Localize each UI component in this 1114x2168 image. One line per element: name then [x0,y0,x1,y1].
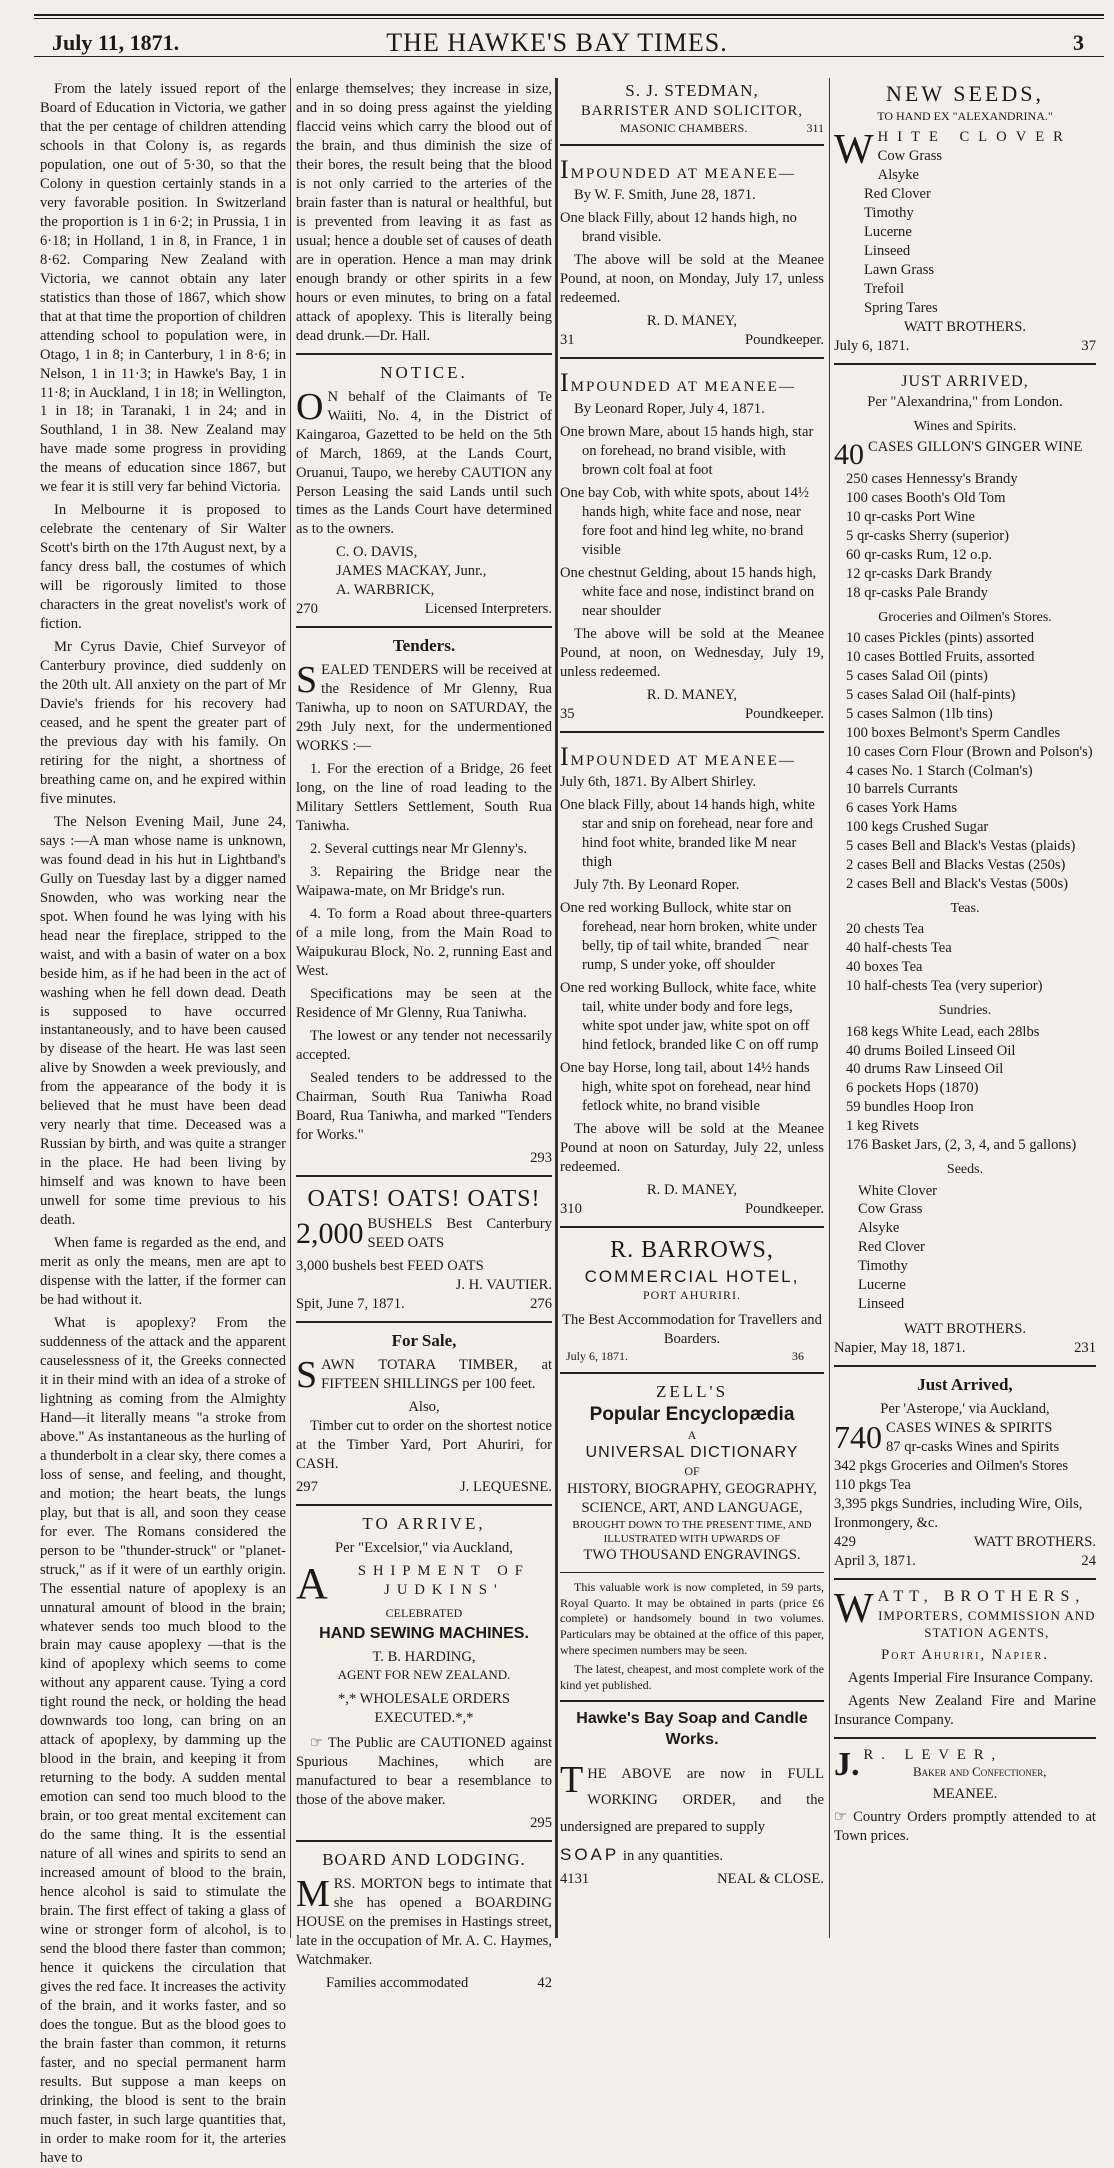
goods-item: Cow Grass [858,1201,923,1218]
drop-cap: T [560,1759,584,1802]
tenders-lowest: The lowest or any tender not necessarily accepted. [296,1027,552,1063]
ad-number: 310 [560,1200,582,1217]
notice-heading: NOTICE. [380,362,468,382]
hotel-date: July 6, 1871. [566,1349,629,1364]
newspaper-title: THE HAWKE'S BAY TIMES. [386,28,728,57]
seeds-list-2 [834,1182,1096,1315]
oats-heading: OATS! OATS! OATS! [307,1185,541,1212]
poundkeeper-role: Poundkeeper. [744,705,824,722]
goods-item: 60 qr-casks Rum, 12 o.p. [846,546,993,563]
divider [296,353,552,355]
zell-engravings: TWO THOUSAND ENGRAVINGS. [583,1547,801,1564]
column-divider [290,78,291,1938]
top-rule [34,14,1104,16]
encyclopaedia-title: Popular Encyclopædia [589,1404,795,1426]
impounded-by: By Leonard Roper, July 4, 1871. [574,401,765,417]
tender-item: 3. Repairing the Bridge near the Waipawa-mate, on Mr Bridge's run. [296,864,552,900]
zell-name: ZELL'S [655,1382,729,1402]
drop-cap: I [560,368,571,398]
goods-item: 10 barrels Currants [846,781,958,798]
goods-item: 40 boxes Tea [846,959,923,976]
goods-item: 250 cases Hennessy's Brandy [846,470,1018,487]
agent-name: T. B. HARDING, [372,1648,476,1665]
divider [834,1737,1096,1739]
wines-list [834,470,1096,603]
oats-date: Spit, June 7, 1871. [296,1295,405,1312]
ad-number: 297 [296,1478,318,1495]
soap-word: SOAP [560,1844,620,1864]
goods-item: 2 cases Bell and Blacks Vestas (250s) [846,857,1066,874]
barrows-name: R. BARROWS, [610,1236,774,1263]
watt-agent: Agents New Zealand Fire and Marine Insurance Company. [834,1692,1096,1728]
ad-number: 231 [1074,1340,1096,1357]
just-arrived-asterope-ad [834,1374,1096,1571]
seeds-first: HITE CLOVER [877,129,1072,146]
pointing-hand-icon: ☞ [834,1809,854,1826]
tender-item: 1. For the erection of a Bridge, 26 feet long, on the line of road leading to the Military Settlers Settlement, South Rua Taniwha. [296,761,552,835]
goods-item: 20 chests Tea [846,921,925,938]
seed-item: Alsyke [877,167,920,184]
seeds-date: July 6, 1871. [834,337,910,354]
arrive-heading: TO ARRIVE, [362,1513,486,1533]
column-divider [829,78,830,1938]
oats-ad [296,1184,552,1314]
drop-cap: O [296,385,324,428]
seed-item: Trefoil [864,280,905,297]
goods-item: 3,395 pkgs Sundries, including Wire, Oils, Ironmongery, &c. [834,1496,1083,1532]
impounded-heading: MPOUNDED AT MEANEE— [570,165,796,182]
drop-cap: J. [834,1745,860,1783]
article-davie-obituary: Mr Cyrus Davie, Chief Surveyor of Canterbury province, died suddenly on the 20th ult. All anxiety on the part of Mr Davie's friends for his recovery had ceased, and he spent the greater part of the previous day with his family. On retiring for the night, a shortness of breathing came on, and he expired within five minutes. [40,639,286,807]
ad-number: 293 [530,1149,552,1166]
dictionary-title: UNIVERSAL DICTIONARY [585,1444,799,1462]
seed-item: Lucerne [864,224,912,241]
new-seeds-ad [834,80,1096,356]
signatory: A. WARBRICK, [336,582,435,599]
board-heading: BOARD AND LODGING. [322,1849,526,1869]
timber-also: Also, [408,1398,440,1415]
zell-subjects: HISTORY, BIOGRAPHY, GEOGRAPHY, SCIENCE, ART, AND LANGUAGE, [567,1480,817,1516]
zell-encyclopaedia-ad [560,1381,824,1693]
judkins-line: JUDKINS' [384,1581,504,1598]
timber-body: AWN TOTARA TIMBER, at FIFTEEN SHILLINGS per 100 feet. [321,1356,552,1392]
goods-item: 5 qr-casks Sherry (superior) [846,527,1010,544]
impounded-animal: One bay Horse, long tail, about 14½ hands high, white spot on forehead, near hind fetlock white, no brand visible [560,1059,811,1114]
drop-cap: I [560,154,571,184]
drop-cap: A [296,1558,328,1608]
timber-ad [296,1330,552,1497]
oats-quantity: 2,000 [296,1216,364,1250]
wine-lead: CASES GILLON'S GINGER WINE [868,438,1083,455]
goods-item: Lucerne [858,1277,906,1294]
oats-seller: J. H. VAUTIER. [455,1276,552,1293]
ad-number: 24 [1081,1553,1096,1570]
impounded-by: July 7th. By Leonard Roper. [574,877,740,894]
hotel-place: PORT AHURIRI. [642,1287,742,1302]
seeds-subheading: TO HAND EX "ALEXANDRINA." [877,108,1053,123]
stedman-role: BARRISTER AND SOLICITOR, [581,103,803,120]
arrive-vessel: Per "Excelsior," via Auckland, [335,1539,513,1556]
soap-quantities: in any quantities. [622,1847,724,1864]
signatory: C. O. DAVIS, [336,544,418,561]
seeds-seller: WATT BROTHERS. [903,318,1027,335]
stedman-address: MASONIC CHAMBERS. [620,121,748,136]
soap-body: HE ABOVE are now in FULL WORKING ORDER, and the undersigned are prepared to supply [560,1766,824,1835]
arrived-vessel: Per "Alexandrina," from London. [867,393,1063,410]
grocery-list [834,629,1096,895]
divider [296,1321,552,1323]
goods-item: Alsyke [858,1220,900,1237]
sundries-heading: Sundries. [938,1003,992,1019]
impounded-3-ad [560,740,824,1219]
ad-number: 295 [530,1814,552,1831]
article-apoplexy: What is apoplexy? From the suddenness of the attack and the apparent causelessness of it, the Greeks connected it in their mind with an idea of a stroke of lightning as coming from the Almighty Hand—it literally means "a stroke from above." As instantaneous as the hurling of a thunderbolt in a clear sky, there comes a loss of sense, and feeling, and thought, and motion; the heart beats, the lungs play, but that is all, and soon they cease for ever. The Romans considered the person to be "thunder-struck" or "planet-struck," as if it were of un earthly origin. The essential nature of apoplexy is an unnatural amount of blood in the brain; whatever sends too much blood to the brain may cause apoplexy —that is the kind of apoplexy which seems to come without any apparent cause. Tying a cord tight round the neck, or holding the head downwards too long, can bring on an attack of apoplexy, by damming up the blood in the brain, and keeping it from returning to the body. A sudden mental emotion can send too much blood to the brain, or too great mental excitement can do the same thing. It is the essential nature of all wines and spirits to send an increased amount of blood to the brain, hence alcohol is said to stimulate the brain. The first effect of taking a glass of wine or stronger form of alcohol, is to send the blood there faster than common; hence it quickens the circulation that gives the red face. It increases the activity of the brain, and it works faster, and so does the tongue. But as the blood goes to the brain faster than common, it returns faster, and no special permanent harm results. But suppose a man keeps on drinking, the blood is sent to the brain much faster, in such large quantities that, in order to make room for it, the arteries have to [40,1315,286,2166]
poundkeeper-role: Poundkeeper. [744,332,824,349]
zell-a: A [687,1427,697,1442]
goods-item: 10 cases Bottled Fruits, assorted [846,648,1035,665]
drop-cap: W [834,1586,874,1633]
zell-brought-down: BROUGHT DOWN TO THE PRESENT TIME, AND ILLUSTRATED WITH UPWARDS OF [572,1518,812,1546]
seed-item: Cow Grass [877,148,943,165]
board-families: Families accommodated [326,1974,469,1991]
ad-number: 31 [560,332,575,349]
ad-number: 276 [530,1295,552,1312]
stedman-name: S. J. STEDMAN, [625,81,759,100]
zell-latest: The latest, cheapest, and most complete work of the kind yet published. [560,1662,824,1692]
watt-brothers-ad [834,1587,1096,1729]
arrived2-quantity: 740 [834,1419,882,1456]
goods-item: 87 qr-casks Wines and Spirits [886,1439,1060,1456]
board-lodging-ad [296,1849,552,1993]
goods-item: 6 cases York Hams [846,800,958,817]
poundkeeper-role: Poundkeeper. [744,1200,824,1217]
goods-item: 10 cases Corn Flour (Brown and Polson's) [846,743,1093,760]
impounded-animal: One red working Bullock, white star on forehead, near horn broken, white under belly, tip of tail white, branded ⌒ near rump, S under yoke, off shoulder [560,900,817,974]
article-apoplexy-continued: enlarge themselves; they increase in size, and in so doing press against the yielding flaccid veins which carry the blood out of the brain, and thus diminish the size of their bores, the result being that the blood is not only carried to the arteries of the brain faster than is natural or healthful, but is prevented from leaving it as fast as usual; hence a double set of causes of death are in operation. Hence a man may drink enough brandy or other spirits in a few hours or even minutes, to bring on a fatal attack of apoplexy. This is literally being dead drunk.—Dr. Hall. [296,81,552,344]
impounded-animal: One chestnut Gelding, about 15 hands high, white face and nose, indistinct brand on near shoulder [560,564,817,619]
watt-place: Port Ahuriri, Napier. [881,1646,1049,1663]
impounded-by: July 6th, 1871. By Albert Shirley. [560,774,757,791]
issue-date: July 11, 1871. [52,30,180,55]
board-body: RS. MORTON begs to intimate that she has opened a BOARDING HOUSE on the premises in Hastings street, late in the occupation of Mr. A. C. Haymes, Watchmaker. [296,1875,552,1968]
arrived2-seller: WATT BROTHERS. [973,1534,1096,1551]
divider [560,1700,824,1702]
article-fame: When fame is regarded as the end, and merit as only the means, men are apt to dispense with the latter, if the former can be had without it. [40,1235,286,1309]
ad-number: 42 [537,1974,552,1991]
masthead [0,0,1114,58]
ad-number: 37 [1081,337,1096,354]
wines-heading: Wines and Spirits. [913,418,1017,434]
tenders-sealed: Sealed tenders to be addressed to the Chairman, South Rua Taniwha Road Board, Rua Taniwha, and marked "Tenders for Works." [296,1069,552,1143]
impounded-sale: The above will be sold at the Meanee Pound at noon on Saturday, July 22, unless redeemed. [560,1120,824,1175]
soap-heading: Hawke's Bay Soap and Candle Works. [576,1710,808,1749]
divider [834,1578,1096,1580]
divider [296,1840,552,1842]
goods-item: Timothy [858,1258,908,1275]
goods-item: 10 half-chests Tea (very superior) [846,978,1043,995]
watt-first: ATT, BROTHERS, [877,1588,1086,1606]
signatory-role: Licensed Interpreters. [424,601,552,618]
soap-firm: NEAL & CLOSE. [717,1870,824,1887]
impounded-1-ad [560,153,824,351]
goods-item: 18 qr-casks Pale Brandy [846,584,988,601]
goods-item: 12 qr-casks Dark Brandy [846,565,993,582]
seed-item: Lawn Grass [864,261,935,278]
goods-item: 176 Basket Jars, (2, 3, 4, and 5 gallons) [846,1137,1077,1154]
drop-cap: M [296,1872,330,1915]
goods-item: 4 cases No. 1 Starch (Colman's) [846,762,1033,779]
tenders-heading: Tenders. [392,636,456,656]
seeds-heading: NEW SEEDS, [886,81,1044,106]
sundries-list [834,1023,1096,1156]
goods-item: 59 bundles Hoop Iron [846,1099,974,1116]
lever-orders [834,1808,1096,1846]
article-education: From the lately issued report of the Board of Education in Victoria, we gather that the per centage of children attending schools in that Colony is, as regards population, one out of 5·30, so that the Colony in question certainly stands in a very favorable position. In Switzerland the proportion is 1 in 6·2; in Prussia, 1 in 6·18; in Holland, 1 in 8, in France, 1 in 8·62. Comparing New Zealand with Victoria, we cannot obtain any later statistics than those of 1867, which show that at that time the proportion of children attending school to population were, in Otago, 1 in 8; in Canterbury, 1 in 8·6; in Nelson, 1 in 11·3; in Hawke's Bay, 1 in 11·8; in Auckland, 1 in 18; in Wellington, 1 in 18; in Taranaki, 1 in 24; and in Southland, 1 in 38. New Zealand may have made some progress in providing the means of education since 1867, but we fear it is still very far behind Victoria. [40,81,286,496]
lever-role: Baker and Confectioner, [912,1764,1047,1780]
wholesale-notice: *,* WHOLESALE ORDERS EXECUTED.*,* [337,1690,511,1726]
arrived2-date: April 3, 1871. [834,1553,916,1570]
divider [560,1226,824,1228]
goods-item: 5 cases Salad Oil (half-pints) [846,686,1016,703]
goods-item: Linseed [858,1296,905,1313]
tender-item: 2. Several cuttings near Mr Glenny's. [310,841,528,858]
column-2 [296,80,552,1991]
arrived2-lead: CASES WINES & SPIRITS [886,1420,1053,1437]
seed-item: Spring Tares [864,299,938,316]
goods-item: 5 cases Salmon (1lb tins) [846,705,993,722]
sewing-machines-ad [296,1513,552,1833]
soap-works-ad [560,1709,824,1888]
watt-agent: Agents Imperial Fire Insurance Company. [848,1669,1094,1686]
divider [834,1365,1096,1367]
product-name: HAND SEWING MACHINES. [319,1625,529,1643]
stedman-ad [560,80,824,137]
pointing-hand-icon: ☞ [310,1734,328,1751]
goods-item: 10 cases Pickles (pints) assorted [846,629,1035,646]
impounded-2-ad [560,366,824,723]
just-arrived-ad [834,372,1096,1358]
goods-item: 10 qr-casks Port Wine [846,508,975,525]
top-rule-thin [34,18,1104,19]
goods-item: 40 half-chests Tea [846,940,952,957]
divider [560,731,824,733]
goods-item: 5 cases Salad Oil (pints) [846,667,988,684]
lever-place: MEANEE. [932,1786,998,1803]
header-bottom-rule [34,56,1104,57]
goods-item: 5 cases Bell and Black's Vestas (plaids) [846,838,1076,855]
goods-item: 2 cases Bell and Black's Vestas (500s) [846,876,1069,893]
timber-body-2: Timber cut to order on the shortest notice at the Timber Yard, Port Ahuriri, for CASH. [296,1417,552,1472]
column-1 [40,80,286,2166]
arrived-seller: WATT BROTHERS. [903,1321,1027,1338]
goods-item: 6 pockets Hops (1870) [846,1080,979,1097]
goods-item: 40 drums Boiled Linseed Oil [846,1042,1016,1059]
poundkeeper-name: R. D. MANEY, [646,686,738,703]
notice-body: N behalf of the Claimants of Te Waiiti, No. 4, in the District of Kaingaroa, Gazetted to be held on the 5th of March, 1869, at the Lands Court, Oruanui, Taupo, we hereby CAUTION any Person Leasing the said Lands until such times as the Lands Court have determined as to the owners. [296,388,552,538]
arrived-date: Napier, May 18, 1871. [834,1340,966,1357]
seeds-subheading-2: Seeds. [946,1162,984,1178]
article-scott-centenary: In Melbourne it is proposed to celebrate the centenary of Sir Walter Scott's birth on the 17th August next, by a fancy dress ball, the costumes of which will be rigorously limited to those characters in the great novelist's work of fiction. [40,502,286,633]
zell-body: This valuable work is now completed, in 59 parts, Royal Quarto. It may be obtained in parts (price £6 complete) or handsomely bound in two volumes. Particulars may be obtained at the office of this paper, where specimen numbers may be seen. [560,1580,824,1657]
seed-item: Timothy [864,205,914,222]
column-divider [555,78,558,1938]
column-4 [834,80,1096,1938]
goods-item: 342 pkgs Groceries and Oilmen's Stores [834,1458,1069,1475]
timber-seller: J. LEQUESNE. [459,1478,552,1495]
goods-item: White Clover [858,1182,938,1199]
zell-of: OF [684,1464,700,1479]
divider [560,1572,824,1573]
celebrated-label: CELEBRATED [385,1605,463,1620]
lever-first: R. LEVER, [863,1746,1004,1763]
impounded-animal: One bay Cob, with white spots, about 14½ hands high, white face and nose, near fore foot and hind leg white, no brand visible [560,484,809,558]
goods-item: 100 boxes Belmont's Sperm Candles [846,724,1061,741]
hotel-body: The Best Accommodation for Travellers and Boarders. [562,1312,822,1348]
forsale-heading: For Sale, [391,1330,457,1350]
drop-cap: W [834,127,874,174]
lever-baker-ad [834,1746,1096,1847]
hotel-name: COMMERCIAL HOTEL, [584,1266,800,1286]
tenders-intro: EALED TENDERS will be received at the Residence of Mr Glenny, Rua Taniwha, up to noon on SATURDAY, the 29th July next, for the undermentioned WORKS :— [296,662,552,755]
impounded-animal: One black Filly, about 12 hands high, no brand visible. [560,210,797,246]
divider [834,363,1096,365]
divider [296,1504,552,1506]
goods-item: 100 kegs Crushed Sugar [846,819,989,836]
arrived-heading: JUST ARRIVED, [901,372,1029,390]
watt-role: IMPORTERS, COMMISSION AND STATION AGENTS, [878,1607,1096,1640]
impounded-by: By W. F. Smith, June 28, 1871. [574,187,756,204]
wine-quantity: 40 [834,437,864,471]
impounded-sale: The above will be sold at the Meanee Pound, at noon, on Wednesday, July 19, unless redeemed. [560,625,824,680]
signatory: JAMES MACKAY, Junr., [336,563,487,580]
article-nelson-death: The Nelson Evening Mail, June 24, says :—A man whose name is unknown, was found dead in his hut in Lightband's Gully on Tuesday last by a digger named Snowden, who was working near the spot. When found he was lying with his head near the fireplace, stripped to the waist, and with a basin of water on a box beside him, as if he had been in the act of washing when he fell down dead. Death is supposed to have occurred instantaneously, and to have been caused by disease of the heart. He was last seen alive by Snowden a week previously, and from the appearance of the body it is believed that he must have been dead very nearly that time. Deceased was a Russian by birth, and was quite a stranger in the place. He had been living by himself and was known to have been unwell for some time previous to his death. [40,813,286,1229]
divider [560,1372,824,1374]
divider [560,357,824,359]
goods-item: 40 drums Raw Linseed Oil [846,1061,1004,1078]
goods-item: 168 kegs White Lead, each 28lbs [846,1023,1040,1040]
arrived2-vessel: Per 'Asterope,' via Auckland, [880,1401,1050,1418]
impounded-animal: One brown Mare, about 15 hands high, star on forehead, no brand visible, with brown colt foal at foot [560,423,814,478]
divider [296,1175,552,1177]
divider [296,626,552,628]
impounded-animal: One black Filly, about 14 hands high, white star and snip on forehead, near fore and hind foot white, branded like M near thigh [560,797,815,871]
seed-item: Linseed [864,243,911,259]
ad-number: 429 [834,1534,856,1551]
drop-cap: S [296,659,318,702]
goods-item: 110 pkgs Tea [834,1477,911,1494]
impounded-animal: One red working Bullock, white face, white tail, white under body and fore legs, white spot under jaw, white spot on off hind fetlock, branded like C on off rump [560,979,819,1053]
teas-heading: Teas. [950,901,980,917]
divider [560,144,824,146]
grocery-heading: Groceries and Oilmen's Stores. [878,609,1052,625]
barrows-hotel-ad [560,1235,824,1365]
agent-role: AGENT FOR NEW ZEALAND. [337,1666,511,1682]
notice-signatories [296,543,552,600]
seed-item: Red Clover [864,186,931,203]
ad-number: 311 [806,121,824,136]
column-3 [560,80,824,1938]
drop-cap: I [560,741,571,771]
impounded-heading: MPOUNDED AT MEANEE— [570,379,796,396]
goods-item: 100 cases Booth's Old Tom [846,489,1006,506]
teas-list [834,920,1096,996]
poundkeeper-name: R. D. MANEY, [646,313,738,330]
lever-orders-text: Country Orders promptly attended to at Town prices. [834,1809,1096,1845]
ad-number: 35 [560,705,575,722]
notice-ad [296,362,552,620]
oats-seed: BUSHELS Best Canterbury SEED OATS [367,1215,552,1251]
arrived2-heading: Just Arrived, [917,1375,1013,1395]
drop-cap: S [296,1353,318,1396]
impounded-sale: The above will be sold at the Meanee Pound, at noon, on Monday, July 17, unless redeemed. [560,252,824,307]
ad-number: 4131 [560,1870,590,1887]
goods-item: 1 keg Rivets [846,1118,919,1135]
page-number: 3 [1073,30,1084,55]
shipment-line: SHIPMENT OF [357,1562,530,1579]
ad-number: 36 [792,1349,804,1364]
tenders-ad [296,635,552,1167]
tender-item: 4. To form a Road about three-quarters of a mile long, from the Main Road to Waipukurau Block, No. 2, running East and West. [296,906,552,979]
goods-item: Red Clover [858,1239,925,1256]
tenders-specifications: Specifications may be seen at the Residence of Mr Glenny, Rua Taniwha. [296,985,552,1021]
poundkeeper-name: R. D. MANEY, [646,1181,738,1198]
caution-notice [296,1734,552,1810]
caution-text: The Public are CAUTIONED against Spurious Machines, which are manufactured to bear a resemblance to those of the above maker. [296,1734,552,1808]
impounded-heading: MPOUNDED AT MEANEE— [570,752,796,769]
ad-number: 270 [296,601,318,618]
oats-feed: 3,000 bushels best FEED OATS [296,1257,484,1274]
